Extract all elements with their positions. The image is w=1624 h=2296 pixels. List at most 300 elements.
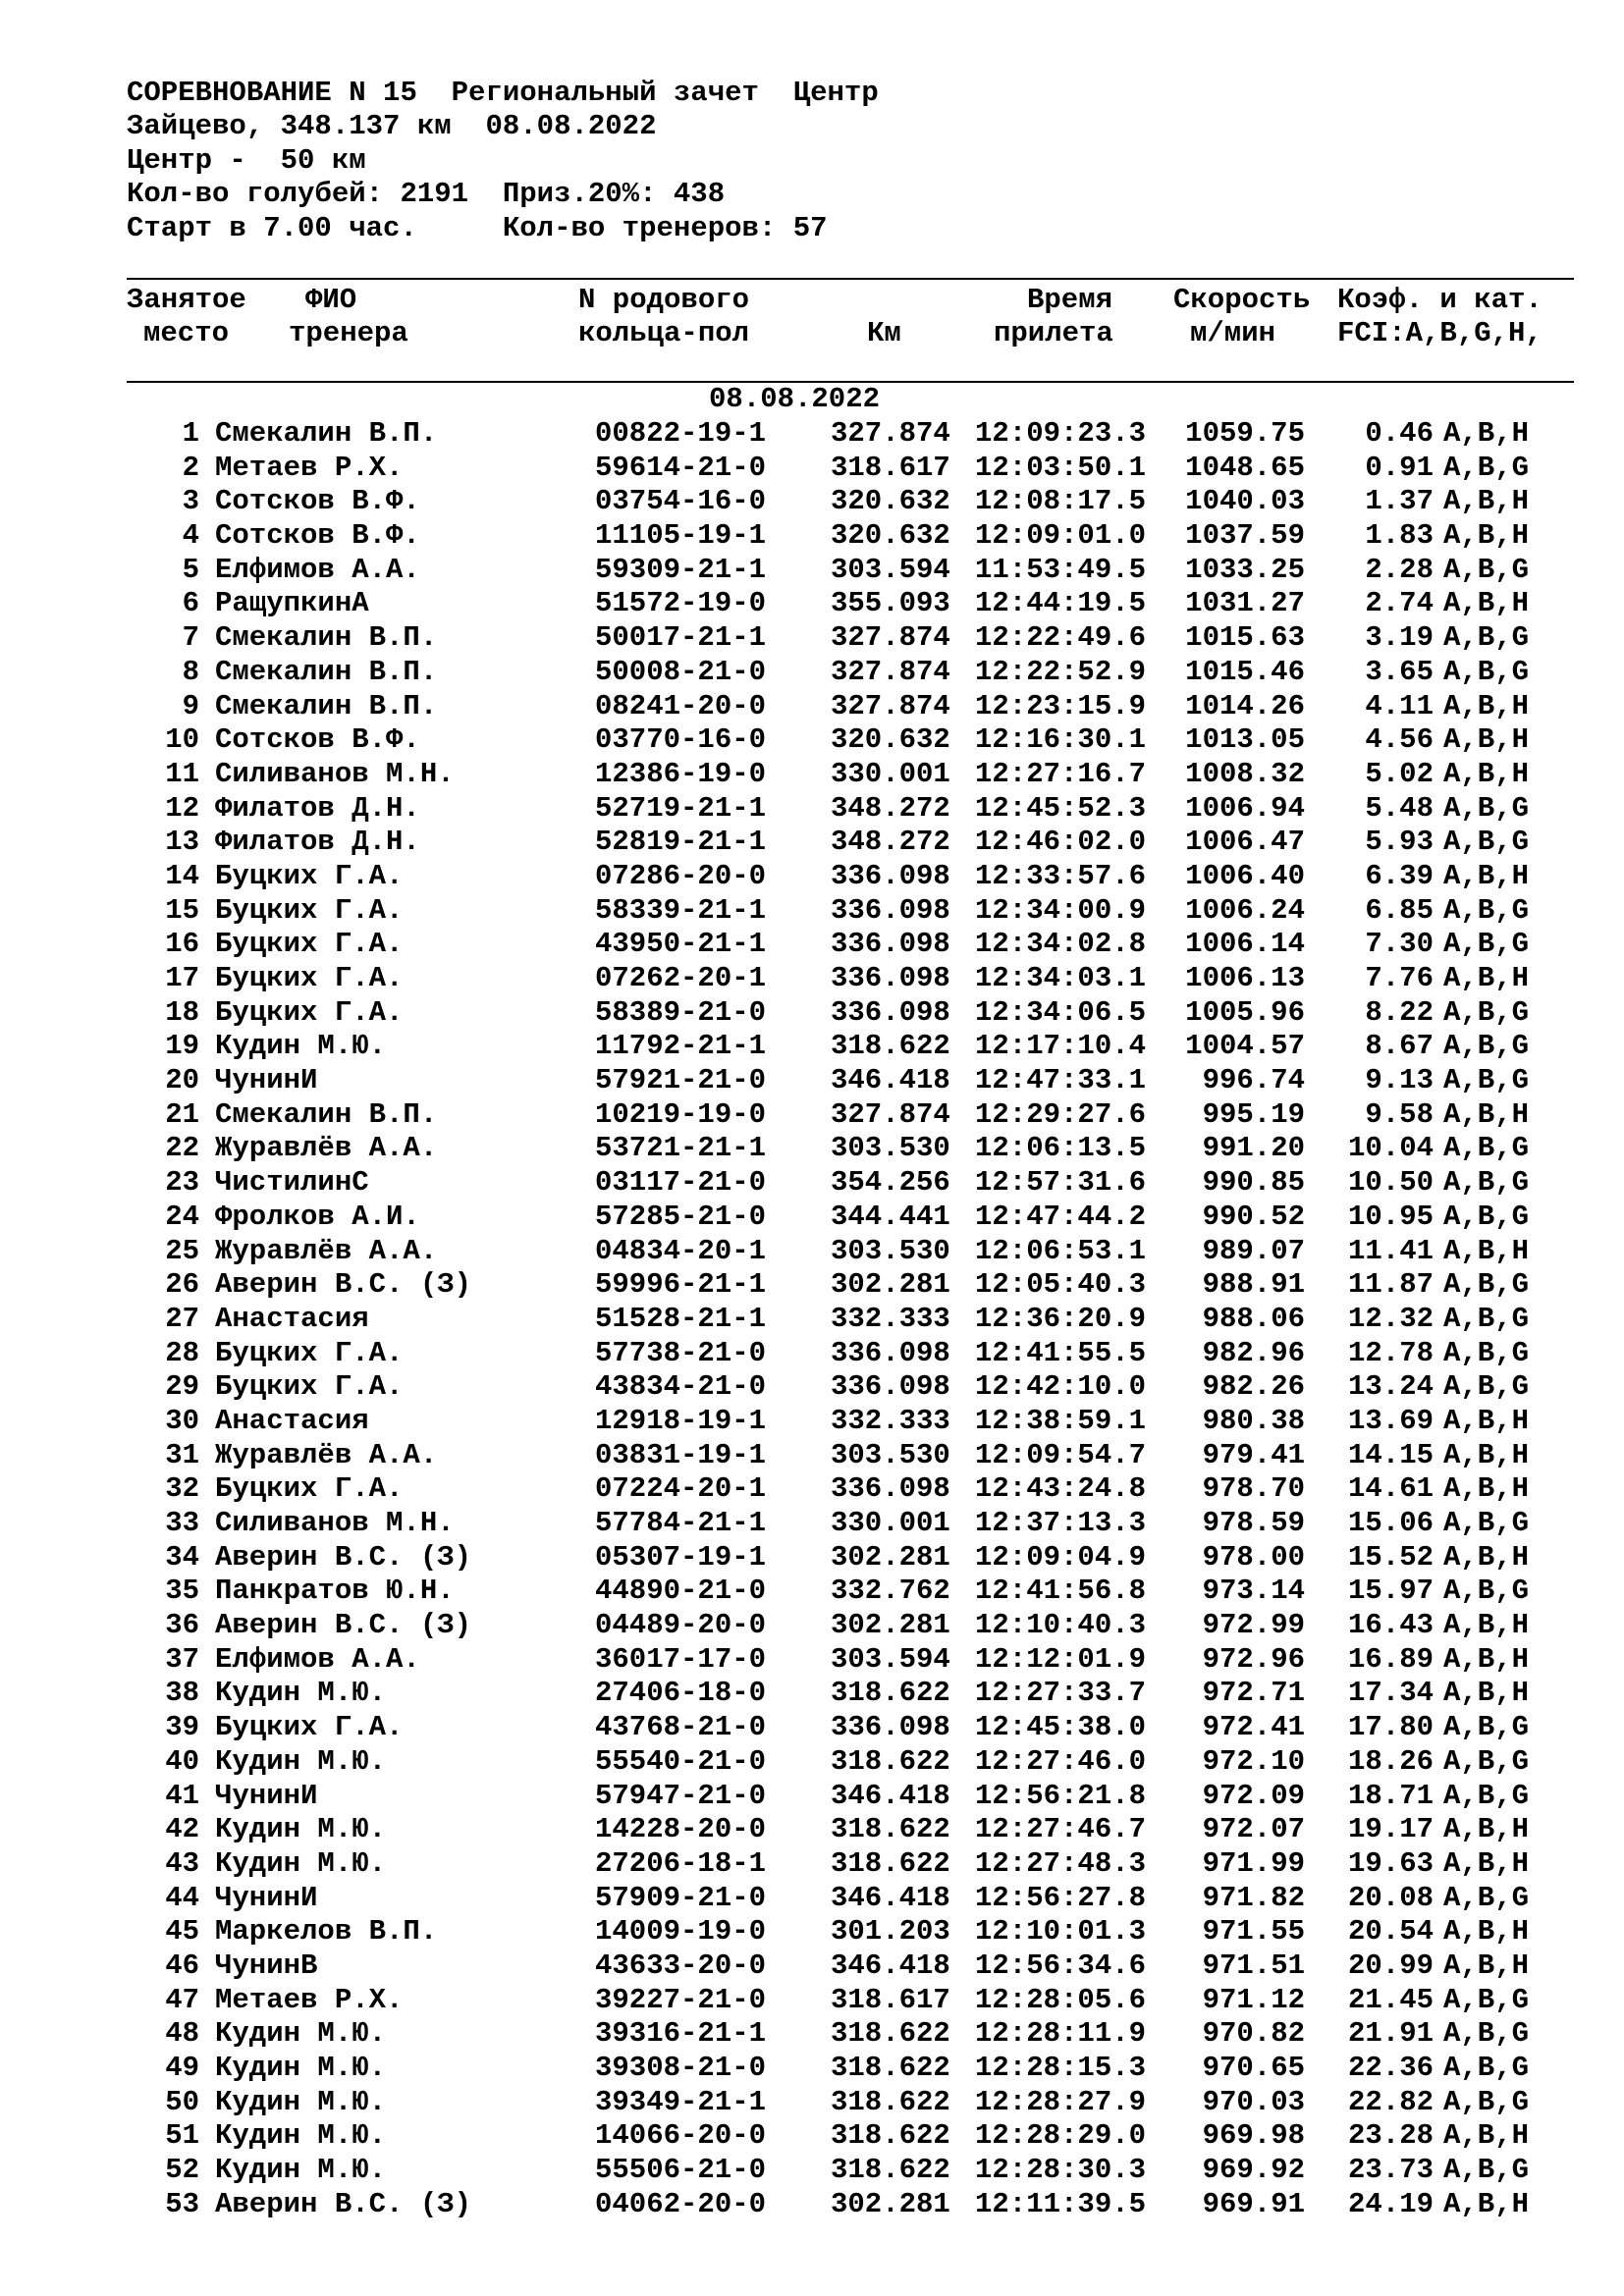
ring-number-cell: 43950-21-1	[595, 928, 767, 961]
ring-number-cell: 03754-16-0	[595, 485, 767, 518]
speed-cell: 1031.27	[1185, 587, 1305, 620]
place-cell: 28	[165, 1336, 199, 1369]
arrival-time-cell: 12:34:02.8	[975, 928, 1147, 961]
ring-number-cell: 43834-21-0	[595, 1370, 767, 1404]
coefficient-cell: 22.36	[1347, 2052, 1434, 2084]
trainer-name-cell: Елфимов А.А.	[215, 1642, 420, 1676]
place-cell: 29	[165, 1370, 199, 1404]
ring-number-cell: 14009-19-0	[595, 1915, 767, 1949]
arrival-time-cell: 12:16:30.1	[975, 723, 1147, 757]
ring-number-cell: 50017-21-1	[595, 621, 767, 655]
table-row	[0, 1677, 1624, 1711]
distance-cell: 332.762	[831, 1575, 950, 1608]
coefficient-cell: 2.74	[1365, 587, 1434, 620]
col-coef-line1: Коэф. и кат.	[1337, 284, 1543, 316]
table-row	[0, 1337, 1624, 1371]
trainer-name-cell: Кудин М.Ю.	[215, 2017, 387, 2051]
ring-number-cell: 57738-21-0	[595, 1336, 767, 1369]
ring-number-cell: 51528-21-1	[595, 1302, 767, 1335]
table-row	[0, 1984, 1624, 2018]
ring-number-cell: 27406-18-0	[595, 1677, 767, 1710]
trainer-name-cell: Сотсков В.Ф.	[215, 485, 420, 518]
category-cell: A,B,G	[1443, 1336, 1530, 1369]
col-ring-line2: кольца-пол	[578, 317, 750, 349]
table-row	[0, 587, 1624, 621]
distance-cell: 302.281	[831, 1268, 950, 1302]
speed-cell: 988.06	[1202, 1302, 1305, 1335]
coefficient-cell: 18.26	[1347, 1744, 1434, 1778]
table-row	[0, 656, 1624, 690]
trainer-name-cell: Фролков А.И.	[215, 1200, 420, 1233]
distance-cell: 336.098	[831, 995, 950, 1029]
speed-cell: 971.51	[1202, 1949, 1305, 1982]
coefficient-cell: 6.39	[1365, 859, 1434, 892]
place-cell: 4	[182, 519, 199, 553]
trainer-name-cell: Кудин М.Ю.	[215, 1744, 387, 1778]
coefficient-cell: 17.80	[1347, 1711, 1434, 1744]
ring-number-cell: 04489-20-0	[595, 1609, 767, 1642]
arrival-time-cell: 12:56:34.6	[975, 1949, 1147, 1982]
distance-cell: 318.622	[831, 2119, 950, 2153]
coefficient-cell: 13.24	[1347, 1370, 1434, 1404]
speed-cell: 969.91	[1202, 2187, 1305, 2220]
trainer-name-cell: Буцких Г.А.	[215, 1711, 404, 1744]
distance-cell: 318.617	[831, 451, 950, 484]
speed-cell: 1015.46	[1185, 655, 1305, 688]
category-cell: A,B,G	[1443, 893, 1530, 927]
place-cell: 11	[165, 757, 199, 790]
arrival-time-cell: 12:11:39.5	[975, 2187, 1147, 2220]
arrival-time-cell: 12:17:10.4	[975, 1030, 1147, 1063]
distance-cell: 318.617	[831, 1983, 950, 2016]
category-cell: A,B,G	[1443, 1200, 1530, 1233]
distance-cell: 330.001	[831, 757, 950, 790]
speed-cell: 972.07	[1202, 1813, 1305, 1846]
coefficient-cell: 20.08	[1347, 1881, 1434, 1914]
arrival-time-cell: 12:45:52.3	[975, 791, 1147, 825]
distance-cell: 354.256	[831, 1166, 950, 1200]
arrival-time-cell: 12:28:29.0	[975, 2119, 1147, 2153]
table-row	[0, 928, 1624, 962]
distance-cell: 336.098	[831, 962, 950, 994]
place-cell: 1	[182, 417, 199, 450]
distance-cell: 302.281	[831, 1540, 950, 1574]
ring-number-cell: 07262-20-1	[595, 962, 767, 994]
place-cell: 10	[165, 723, 199, 757]
ring-number-cell: 39316-21-1	[595, 2017, 767, 2051]
arrival-time-cell: 12:27:46.7	[975, 1813, 1147, 1846]
arrival-time-cell: 12:34:06.5	[975, 995, 1147, 1029]
trainer-name-cell: РащупкинА	[215, 587, 369, 620]
place-cell: 24	[165, 1200, 199, 1233]
distance-cell: 318.622	[831, 1846, 950, 1880]
trainer-name-cell: Метаев Р.Х.	[215, 451, 404, 484]
place-cell: 39	[165, 1711, 199, 1744]
place-cell: 38	[165, 1677, 199, 1710]
place-cell: 36	[165, 1609, 199, 1642]
category-cell: A,B,H	[1443, 1846, 1530, 1880]
table-row	[0, 962, 1624, 996]
place-cell: 25	[165, 1234, 199, 1267]
category-cell: A,B,G	[1443, 1779, 1530, 1812]
coefficient-cell: 0.91	[1365, 451, 1434, 484]
speed-cell: 1006.14	[1185, 928, 1305, 961]
place-cell: 45	[165, 1915, 199, 1949]
coefficient-cell: 15.52	[1347, 1540, 1434, 1574]
trainer-name-cell: Буцких Г.А.	[215, 1336, 404, 1369]
coefficient-cell: 21.45	[1347, 1983, 1434, 2016]
distance-cell: 348.272	[831, 791, 950, 825]
table-row	[0, 1132, 1624, 1166]
trainer-name-cell: Кудин М.Ю.	[215, 1846, 387, 1880]
ring-number-cell: 39227-21-0	[595, 1983, 767, 2016]
category-cell: A,B,H	[1443, 1404, 1530, 1437]
coefficient-cell: 22.82	[1347, 2085, 1434, 2118]
table-row	[0, 1541, 1624, 1575]
distance-cell: 346.418	[831, 1064, 950, 1097]
ring-number-cell: 08241-20-0	[595, 689, 767, 722]
trainer-name-cell: Филатов Д.Н.	[215, 826, 420, 859]
ring-number-cell: 52819-21-1	[595, 826, 767, 859]
trainer-name-cell: Смекалин В.П.	[215, 1097, 438, 1131]
ring-number-cell: 43633-20-0	[595, 1949, 767, 1982]
table-row	[0, 1575, 1624, 1609]
speed-cell: 972.99	[1202, 1609, 1305, 1642]
arrival-time-cell: 12:09:01.0	[975, 519, 1147, 553]
ring-number-cell: 10219-19-0	[595, 1097, 767, 1131]
place-cell: 50	[165, 2085, 199, 2118]
category-cell: A,B,H	[1443, 1949, 1530, 1982]
category-cell: A,B,G	[1443, 1711, 1530, 1744]
category-cell: A,B,G	[1443, 2085, 1530, 2118]
trainer-name-cell: Кудин М.Ю.	[215, 1677, 387, 1710]
table-row	[0, 1711, 1624, 1745]
table-row	[0, 1098, 1624, 1133]
trainer-name-cell: Силиванов М.Н.	[215, 1507, 455, 1539]
category-cell: A,B,G	[1443, 655, 1530, 688]
speed-cell: 972.96	[1202, 1642, 1305, 1676]
table-row	[0, 1949, 1624, 1984]
coefficient-cell: 23.28	[1347, 2119, 1434, 2153]
coefficient-cell: 23.73	[1347, 2154, 1434, 2187]
coefficient-cell: 15.06	[1347, 1507, 1434, 1539]
place-cell: 33	[165, 1507, 199, 1539]
speed-cell: 1006.24	[1185, 893, 1305, 927]
place-cell: 47	[165, 1983, 199, 2016]
col-speed-line2: м/мин	[1190, 317, 1276, 349]
speed-cell: 972.09	[1202, 1779, 1305, 1812]
speed-cell: 979.41	[1202, 1438, 1305, 1471]
ring-number-cell: 07224-20-1	[595, 1472, 767, 1506]
distance-cell: 336.098	[831, 1711, 950, 1744]
ring-number-cell: 04062-20-0	[595, 2187, 767, 2220]
speed-cell: 980.38	[1202, 1404, 1305, 1437]
speed-cell: 996.74	[1202, 1064, 1305, 1097]
speed-cell: 991.20	[1202, 1132, 1305, 1165]
speed-cell: 971.12	[1202, 1983, 1305, 2016]
table-row	[0, 2017, 1624, 2052]
distance-cell: 318.622	[831, 2154, 950, 2187]
trainer-name-cell: Журавлёв А.А.	[215, 1438, 438, 1471]
speed-cell: 1006.94	[1185, 791, 1305, 825]
distance-cell: 327.874	[831, 1097, 950, 1131]
ring-number-cell: 11105-19-1	[595, 519, 767, 553]
coefficient-cell: 1.37	[1365, 485, 1434, 518]
arrival-time-cell: 12:28:27.9	[975, 2085, 1147, 2118]
trainer-name-cell: Смекалин В.П.	[215, 417, 438, 450]
speed-cell: 1008.32	[1185, 757, 1305, 790]
speed-cell: 1006.40	[1185, 859, 1305, 892]
arrival-time-cell: 12:43:24.8	[975, 1472, 1147, 1506]
col-speed-line1: Скорость	[1173, 284, 1311, 316]
arrival-time-cell: 12:29:27.6	[975, 1097, 1147, 1131]
distance-cell: 336.098	[831, 893, 950, 927]
speed-cell: 989.07	[1202, 1234, 1305, 1267]
table-row	[0, 1439, 1624, 1473]
competition-title: СОРЕВНОВАНИЕ N 15 Региональный зачет Центр	[127, 77, 879, 109]
arrival-time-cell: 12:09:23.3	[975, 417, 1147, 450]
table-row	[0, 1064, 1624, 1098]
category-cell: A,B,G	[1443, 1744, 1530, 1778]
coefficient-cell: 8.22	[1365, 995, 1434, 1029]
col-name-line1: ФИО	[305, 284, 357, 316]
table-row	[0, 1303, 1624, 1337]
ring-number-cell: 51572-19-0	[595, 587, 767, 620]
category-cell: A,B,H	[1443, 485, 1530, 518]
arrival-time-cell: 12:09:04.9	[975, 1540, 1147, 1574]
ring-number-cell: 57784-21-1	[595, 1507, 767, 1539]
category-cell: A,B,H	[1443, 962, 1530, 994]
ring-number-cell: 04834-20-1	[595, 1234, 767, 1267]
table-row	[0, 1166, 1624, 1201]
arrival-time-cell: 12:28:11.9	[975, 2017, 1147, 2051]
arrival-time-cell: 12:22:49.6	[975, 621, 1147, 655]
coefficient-cell: 12.32	[1347, 1302, 1434, 1335]
category-cell: A,B,H	[1443, 689, 1530, 722]
coefficient-cell: 8.67	[1365, 1030, 1434, 1063]
distance-cell: 320.632	[831, 723, 950, 757]
coefficient-cell: 1.83	[1365, 519, 1434, 553]
ring-number-cell: 07286-20-0	[595, 859, 767, 892]
ring-number-cell: 12918-19-1	[595, 1404, 767, 1437]
trainer-name-cell: Маркелов В.П.	[215, 1915, 438, 1949]
arrival-time-cell: 12:56:21.8	[975, 1779, 1147, 1812]
race-date: 08.08.2022	[708, 383, 881, 415]
category-cell: A,B,H	[1443, 1813, 1530, 1846]
trainer-name-cell: Панкратов Ю.Н.	[215, 1575, 455, 1608]
category-cell: A,B,G	[1443, 1302, 1530, 1335]
col-coef-line2: FCI:A,B,G,H,	[1337, 317, 1543, 349]
col-km: Км	[867, 317, 901, 349]
arrival-time-cell: 12:08:17.5	[975, 485, 1147, 518]
arrival-time-cell: 12:36:20.9	[975, 1302, 1147, 1335]
category-cell: A,B,G	[1443, 451, 1530, 484]
place-cell: 12	[165, 791, 199, 825]
category-cell: A,B,G	[1443, 1881, 1530, 1914]
place-cell: 22	[165, 1132, 199, 1165]
speed-cell: 969.92	[1202, 2154, 1305, 2187]
category-cell: A,B,G	[1443, 621, 1530, 655]
speed-cell: 1033.25	[1185, 553, 1305, 586]
speed-cell: 970.65	[1202, 2052, 1305, 2084]
distance-cell: 327.874	[831, 689, 950, 722]
place-cell: 44	[165, 1881, 199, 1914]
distance-cell: 301.203	[831, 1915, 950, 1949]
trainer-name-cell: ЧунинИ	[215, 1779, 318, 1812]
arrival-time-cell: 12:34:03.1	[975, 962, 1147, 994]
place-cell: 37	[165, 1642, 199, 1676]
header-top-rule	[127, 278, 1574, 280]
arrival-time-cell: 12:44:19.5	[975, 587, 1147, 620]
ring-number-cell: 59309-21-1	[595, 553, 767, 586]
distance-cell: 318.622	[831, 1677, 950, 1710]
speed-cell: 978.59	[1202, 1507, 1305, 1539]
distance-cell: 332.333	[831, 1404, 950, 1437]
arrival-time-cell: 12:38:59.1	[975, 1404, 1147, 1437]
region-distance: Центр - 50 км	[127, 144, 366, 177]
distance-cell: 318.622	[831, 1030, 950, 1063]
table-row	[0, 1609, 1624, 1643]
table-row	[0, 860, 1624, 894]
distance-cell: 302.281	[831, 1609, 950, 1642]
category-cell: A,B,G	[1443, 2052, 1530, 2084]
category-cell: A,B,G	[1443, 2017, 1530, 2051]
trainer-name-cell: Аверин В.С. (З)	[215, 2187, 472, 2220]
category-cell: A,B,H	[1443, 2119, 1530, 2153]
trainer-name-cell: Филатов Д.Н.	[215, 791, 420, 825]
coefficient-cell: 13.69	[1347, 1404, 1434, 1437]
category-cell: A,B,G	[1443, 995, 1530, 1029]
distance-cell: 318.622	[831, 2085, 950, 2118]
category-cell: A,B,H	[1443, 1540, 1530, 1574]
speed-cell: 978.70	[1202, 1472, 1305, 1506]
start-info: Старт в 7.00 час. Кол-во тренеров: 57	[127, 212, 828, 244]
category-cell: A,B,G	[1443, 928, 1530, 961]
arrival-time-cell: 12:28:05.6	[975, 1983, 1147, 2016]
distance-cell: 318.622	[831, 2052, 950, 2084]
trainer-name-cell: Смекалин В.П.	[215, 655, 438, 688]
distance-cell: 336.098	[831, 1370, 950, 1404]
speed-cell: 970.03	[1202, 2085, 1305, 2118]
speed-cell: 972.71	[1202, 1677, 1305, 1710]
place-cell: 34	[165, 1540, 199, 1574]
place-cell: 19	[165, 1030, 199, 1063]
place-cell: 42	[165, 1813, 199, 1846]
trainer-name-cell: Буцких Г.А.	[215, 1472, 404, 1506]
coefficient-cell: 14.15	[1347, 1438, 1434, 1471]
category-cell: A,B,H	[1443, 1915, 1530, 1949]
trainer-name-cell: ЧистилинС	[215, 1166, 369, 1200]
category-cell: A,B,G	[1443, 791, 1530, 825]
category-cell: A,B,G	[1443, 1507, 1530, 1539]
speed-cell: 990.85	[1202, 1166, 1305, 1200]
arrival-time-cell: 12:28:30.3	[975, 2154, 1147, 2187]
ring-number-cell: 27206-18-1	[595, 1846, 767, 1880]
trainer-name-cell: Елфимов А.А.	[215, 553, 420, 586]
ring-number-cell: 00822-19-1	[595, 417, 767, 450]
arrival-time-cell: 12:03:50.1	[975, 451, 1147, 484]
arrival-time-cell: 12:47:33.1	[975, 1064, 1147, 1097]
col-time-line1: Время	[1027, 284, 1113, 316]
arrival-time-cell: 12:47:44.2	[975, 1200, 1147, 1233]
distance-cell: 318.622	[831, 1744, 950, 1778]
trainer-name-cell: Кудин М.Ю.	[215, 2119, 387, 2153]
ring-number-cell: 59614-21-0	[595, 451, 767, 484]
ring-number-cell: 03831-19-1	[595, 1438, 767, 1471]
arrival-time-cell: 12:22:52.9	[975, 655, 1147, 688]
place-cell: 26	[165, 1268, 199, 1302]
distance-cell: 318.622	[831, 1813, 950, 1846]
speed-cell: 1006.47	[1185, 826, 1305, 859]
distance-cell: 318.622	[831, 2017, 950, 2051]
place-cell: 3	[182, 485, 199, 518]
place-cell: 23	[165, 1166, 199, 1200]
place-cell: 53	[165, 2187, 199, 2220]
table-row	[0, 758, 1624, 792]
category-cell: A,B,H	[1443, 1438, 1530, 1471]
category-cell: A,B,G	[1443, 1268, 1530, 1302]
arrival-time-cell: 12:34:00.9	[975, 893, 1147, 927]
trainer-name-cell: Сотсков В.Ф.	[215, 723, 420, 757]
ring-number-cell: 59996-21-1	[595, 1268, 767, 1302]
table-row	[0, 1915, 1624, 1949]
place-cell: 18	[165, 995, 199, 1029]
trainer-name-cell: Буцких Г.А.	[215, 962, 404, 994]
speed-cell: 970.82	[1202, 2017, 1305, 2051]
coefficient-cell: 5.02	[1365, 757, 1434, 790]
ring-number-cell: 53721-21-1	[595, 1132, 767, 1165]
place-cell: 35	[165, 1575, 199, 1608]
speed-cell: 1004.57	[1185, 1030, 1305, 1063]
place-cell: 48	[165, 2017, 199, 2051]
table-row	[0, 2086, 1624, 2120]
distance-cell: 303.594	[831, 553, 950, 586]
table-row	[0, 554, 1624, 588]
arrival-time-cell: 12:09:54.7	[975, 1438, 1147, 1471]
ring-number-cell: 44890-21-0	[595, 1575, 767, 1608]
distance-cell: 336.098	[831, 1472, 950, 1506]
arrival-time-cell: 12:27:33.7	[975, 1677, 1147, 1710]
trainer-name-cell: ЧунинИ	[215, 1064, 318, 1097]
coefficient-cell: 14.61	[1347, 1472, 1434, 1506]
ring-number-cell: 52719-21-1	[595, 791, 767, 825]
table-row	[0, 452, 1624, 486]
speed-cell: 1040.03	[1185, 485, 1305, 518]
table-row	[0, 723, 1624, 758]
table-row	[0, 1201, 1624, 1235]
trainer-name-cell: Журавлёв А.А.	[215, 1234, 438, 1267]
distance-cell: 348.272	[831, 826, 950, 859]
ring-number-cell: 14066-20-0	[595, 2119, 767, 2153]
table-row	[0, 621, 1624, 656]
col-ring-line1: N родового	[578, 284, 750, 316]
distance-cell: 344.441	[831, 1200, 950, 1233]
speed-cell: 971.99	[1202, 1846, 1305, 1880]
coefficient-cell: 2.28	[1365, 553, 1434, 586]
speed-cell: 1013.05	[1185, 723, 1305, 757]
table-row	[0, 1507, 1624, 1541]
coefficient-cell: 10.95	[1347, 1200, 1434, 1233]
speed-cell: 982.96	[1202, 1336, 1305, 1369]
place-cell: 40	[165, 1744, 199, 1778]
ring-number-cell: 55540-21-0	[595, 1744, 767, 1778]
category-cell: A,B,H	[1443, 417, 1530, 450]
trainer-name-cell: Буцких Г.А.	[215, 859, 404, 892]
ring-number-cell: 03117-21-0	[595, 1166, 767, 1200]
speed-cell: 972.41	[1202, 1711, 1305, 1744]
arrival-time-cell: 12:28:15.3	[975, 2052, 1147, 2084]
arrival-time-cell: 12:27:48.3	[975, 1846, 1147, 1880]
